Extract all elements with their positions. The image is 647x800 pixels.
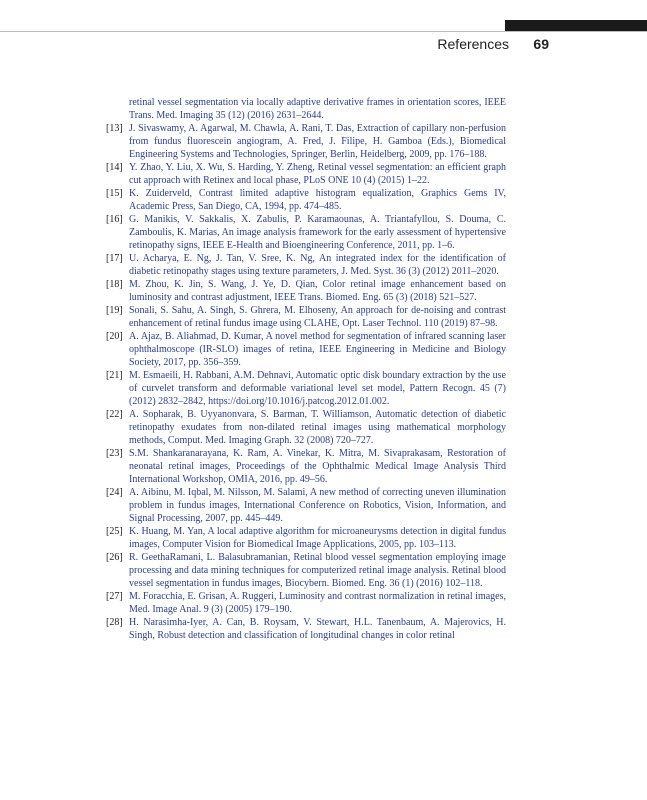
reference-item[interactable] [106,304,506,330]
reference-number: [21] [106,370,123,381]
reference-item[interactable] [106,278,506,304]
reference-text: R. GeethaRamani, L. Balasubramanian, Retinal blood vessel segmentation employing image processing and data mining techniques for computerized retinal image analysis. Retinal blood vessel segmentation in fundus images, Biocybern. Biomed. Eng. 36 (1) (2016) 102–118. [129,552,506,589]
reference-text: M. Zhou, K. Jin, S. Wang, J. Ye, D. Qian, Color retinal image enhancement based on luminosity and contrast adjustment, IEEE Trans. Biomed. Eng. 65 (3) (2018) 521–527. [129,279,506,303]
reference-item[interactable] [106,590,506,616]
reference-item[interactable] [106,551,506,590]
reference-text: K. Huang, M. Yan, A local adaptive algorithm for microaneurysms detection in digital fundus images, Computer Vision for Biomedical Image Applications, 2005, pp. 103–113. [129,526,506,550]
reference-item[interactable] [106,187,506,213]
reference-text: M. Foracchia, E. Grisan, A. Ruggeri, Luminosity and contrast normalization in retinal images, Med. Image Anal. 9 (3) (2005) 179–190. [129,591,506,615]
header-decoration-bar [505,20,647,31]
reference-number: [16] [106,214,123,225]
reference-number: [25] [106,526,123,537]
reference-text: G. Manikis, V. Sakkalis, X. Zabulis, P. Karamaounas, A. Triantafyllou, S. Douma, C. Zamboulis, K. Marias, An image analysis framework for the early assessment of hypertensive retinopathy signs, IEEE E-Health and Bioengineering Conference, 2011, pp. 1–6. [129,214,506,251]
reference-item[interactable] [106,369,506,408]
reference-number: [14] [106,162,123,173]
header-rule [0,31,647,32]
reference-item[interactable] [106,525,506,551]
reference-list [106,96,506,642]
reference-text: A. Ajaz, B. Aliahmad, D. Kumar, A novel method for segmentation of infrared scanning laser ophthalmoscope (IR-SLO) images of retina, IEEE Engineering in Medicine and Biology Society, 2017, pp. 356–359. [129,331,506,368]
reference-number: [19] [106,305,123,316]
reference-item[interactable] [106,122,506,161]
reference-item[interactable] [106,616,506,642]
reference-number: [18] [106,279,123,290]
reference-item[interactable] [106,161,506,187]
reference-item[interactable] [106,213,506,252]
reference-text: J. Sivaswamy, A. Agarwal, M. Chawla, A. Rani, T. Das, Extraction of capillary non-perfusion from fundus fluorescein angiogram, A. Fred, J. Filipe, H. Gamboa (Eds.), Biomedical Engineering Systems and Technologies, Springer, Berlin, Heidelberg, 2009, pp. 176–188. [129,123,506,160]
reference-item[interactable] [106,330,506,369]
running-title: References [437,36,509,52]
reference-text: A. Sopharak, B. Uyyanonvara, S. Barman, T. Williamson, Automatic detection of diabetic retinopathy exudates from non-dilated retinal images using mathematical morphology methods, Comput. Med. Imaging Graph. 32 (2008) 720–727. [129,409,506,446]
reference-text: U. Acharya, E. Ng, J. Tan, V. Sree, K. Ng, An integrated index for the identification of diabetic retinopathy stages using texture parameters, J. Med. Syst. 36 (3) (2012) 2011–2020. [129,253,506,277]
reference-number: [15] [106,188,123,199]
reference-number: [27] [106,591,123,602]
reference-item[interactable] [106,447,506,486]
running-head [0,35,549,53]
reference-text: Sonali, S. Sahu, A. Singh, S. Ghrera, M. Elhoseny, An approach for de-noising and contrast enhancement of retinal fundus image using CLAHE, Opt. Laser Technol. 110 (2019) 87–98. [129,305,506,329]
reference-number: [22] [106,409,123,420]
reference-text: K. Zuiderveld, Contrast limited adaptive histogram equalization, Graphics Gems IV, Academic Press, San Diego, CA, 1994, pp. 474–485. [129,188,506,212]
reference-number: [28] [106,617,123,628]
reference-number: [24] [106,487,123,498]
page-number: 69 [533,36,549,52]
reference-number: [26] [106,552,123,563]
reference-item[interactable] [106,252,506,278]
reference-text: H. Narasimha-Iyer, A. Can, B. Roysam, V. Stewart, H.L. Tanenbaum, A. Majerovics, H. Singh, Robust detection and classification of longitudinal changes in color retinal [129,617,506,641]
reference-text: S.M. Shankaranarayana, K. Ram, A. Vinekar, K. Mitra, M. Sivaprakasam, Restoration of neonatal retinal images, Proceedings of the Ophthalmic Medical Image Analysis Third International Workshop, OMIA, 2016, pp. 49–56. [129,448,506,485]
reference-text: M. Esmaeili, H. Rabbani, A.M. Dehnavi, Automatic optic disk boundary extraction by the use of curvelet transform and deformable variational level set model, Pattern Recogn. 45 (7) (2012) 2832–2842, https://doi.org/10.1016/j.patcog.2012.01.002. [129,370,506,407]
reference-item[interactable] [106,486,506,525]
reference-text: A. Aibinu, M. Iqbal, M. Nilsson, M. Salami, A new method of correcting uneven illumination problem in fundus images, International Conference on Robotics, Vision, Information, and Signal Processing, 2007, pp. 445–449. [129,487,506,524]
reference-number: [17] [106,253,123,264]
reference-number: [20] [106,331,123,342]
reference-number: [23] [106,448,123,459]
reference-item[interactable] [106,96,506,122]
reference-text: retinal vessel segmentation via locally adaptive derivative frames in orientation scores, IEEE Trans. Med. Imaging 35 (12) (2016) 2631–2644. [129,97,506,121]
reference-item[interactable] [106,408,506,447]
reference-text: Y. Zhao, Y. Liu, X. Wu, S. Harding, Y. Zheng, Retinal vessel segmentation: an efficient graph cut approach with Retinex and local phase, PLoS ONE 10 (4) (2015) 1–22. [129,162,506,186]
reference-number: [13] [106,123,123,134]
